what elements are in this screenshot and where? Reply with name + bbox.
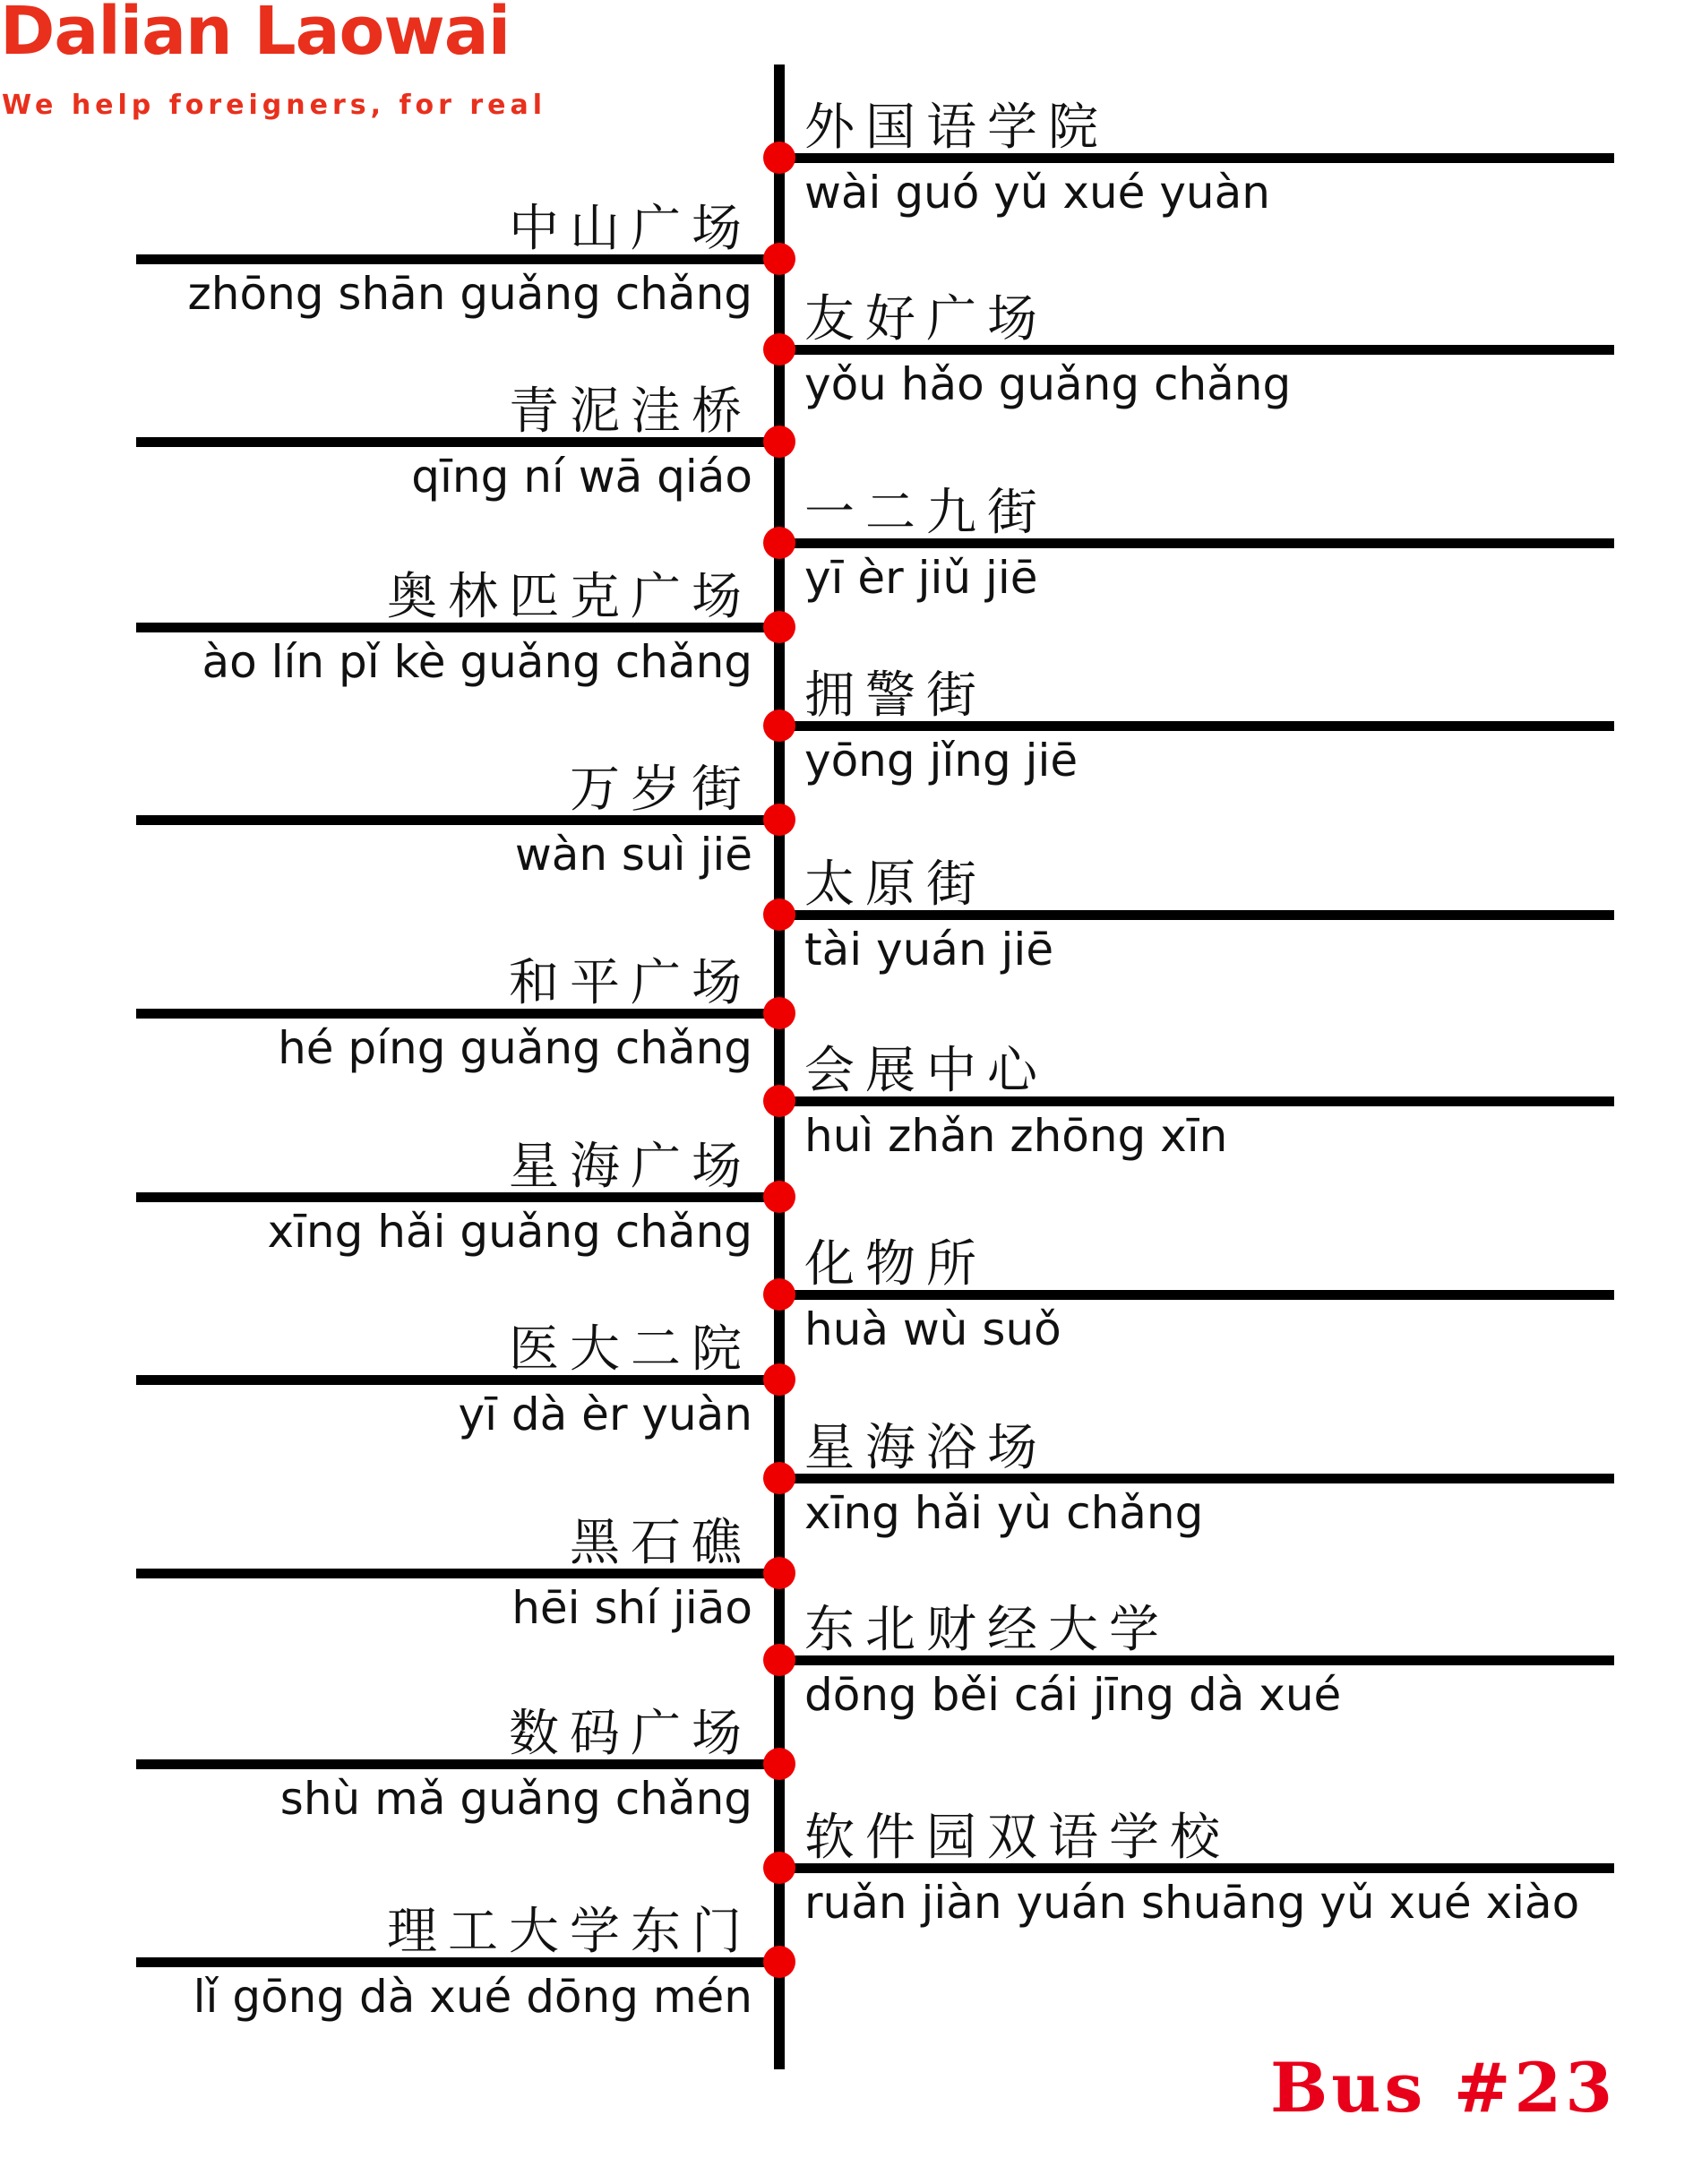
stop-name: 东北财经大学 xyxy=(804,1601,1170,1659)
stop-pinyin: yōng jǐng jiē xyxy=(804,735,1079,787)
stop-name: 拥警街 xyxy=(804,666,987,725)
stop-marker-dot xyxy=(763,804,795,836)
stop-name: 星海浴场 xyxy=(804,1419,1048,1477)
stop-pinyin: huì zhǎn zhōng xīn xyxy=(804,1110,1228,1162)
stop-name: 软件园双语学校 xyxy=(804,1809,1231,1867)
stop-pinyin: yī èr jiǔ jiē xyxy=(804,552,1038,604)
stop-marker-dot xyxy=(763,1557,795,1589)
stop-name: 外国语学院 xyxy=(804,99,1109,157)
stop-name: 化物所 xyxy=(804,1235,987,1294)
stop-pinyin: yǒu hǎo guǎng chǎng xyxy=(804,358,1292,410)
brand-title: Dalian Laowai xyxy=(0,0,511,70)
stop-marker-dot xyxy=(763,1181,795,1213)
stop-pinyin: hé píng guǎng chǎng xyxy=(278,1022,752,1074)
stop-pinyin: ruǎn jiàn yuán shuāng yǔ xué xiào xyxy=(804,1877,1580,1929)
stop-marker-dot xyxy=(763,709,795,742)
stop-name: 数码广场 xyxy=(509,1705,752,1763)
stop-pinyin: qīng ní wā qiáo xyxy=(411,451,752,503)
stop-name: 青泥洼桥 xyxy=(509,383,752,441)
stop-name: 黑石礁 xyxy=(570,1514,752,1572)
stop-pinyin: wàn suì jiē xyxy=(514,829,752,881)
stop-marker-dot xyxy=(763,243,795,275)
stop-pinyin: shù mǎ guǎng chǎng xyxy=(279,1773,752,1825)
stop-pinyin: xīng hǎi guǎng chǎng xyxy=(267,1206,752,1258)
stop-marker-dot xyxy=(763,426,795,458)
stop-name: 中山广场 xyxy=(509,200,752,258)
stop-pinyin: ào lín pǐ kè guǎng chǎng xyxy=(202,636,752,688)
stop-marker-dot xyxy=(763,997,795,1029)
stop-marker-dot xyxy=(763,1462,795,1494)
stop-pinyin: xīng hǎi yù chǎng xyxy=(804,1487,1204,1539)
stop-name: 医大二院 xyxy=(509,1320,752,1379)
stop-pinyin: zhōng shān guǎng chǎng xyxy=(187,268,752,320)
stop-marker-dot xyxy=(763,899,795,931)
stop-pinyin: dōng běi cái jīng dà xué xyxy=(804,1669,1342,1721)
stop-name: 友好广场 xyxy=(804,290,1048,348)
stop-name: 理工大学东门 xyxy=(387,1903,752,1961)
stop-marker-dot xyxy=(763,1085,795,1117)
stop-marker-dot xyxy=(763,1748,795,1780)
stop-pinyin: lǐ gōng dà xué dōng mén xyxy=(193,1971,752,2023)
stop-marker-dot xyxy=(763,527,795,559)
stop-name: 奥林匹克广场 xyxy=(387,568,752,626)
stop-marker-dot xyxy=(763,142,795,174)
stop-marker-dot xyxy=(763,1946,795,1978)
stop-marker-dot xyxy=(763,333,795,365)
stop-pinyin: tài yuán jiē xyxy=(804,924,1054,976)
stop-marker-dot xyxy=(763,1644,795,1676)
brand-tagline: We help foreigners, for real xyxy=(2,90,547,121)
stop-name: 会展中心 xyxy=(804,1042,1048,1100)
route-label: Bus #23 xyxy=(1270,2048,1617,2128)
stop-marker-dot xyxy=(763,1278,795,1311)
stop-marker-dot xyxy=(763,1363,795,1396)
stop-name: 太原街 xyxy=(804,856,987,914)
stop-name: 万岁街 xyxy=(570,761,752,819)
stop-name: 和平广场 xyxy=(509,954,752,1012)
stop-name: 星海广场 xyxy=(509,1138,752,1196)
stop-marker-dot xyxy=(763,611,795,643)
stop-pinyin: wài guó yǔ xué yuàn xyxy=(804,167,1270,219)
stop-pinyin: huà wù suǒ xyxy=(804,1303,1061,1355)
stop-marker-dot xyxy=(763,1852,795,1884)
stop-name: 一二九街 xyxy=(804,484,1048,542)
stop-pinyin: yī dà èr yuàn xyxy=(458,1389,752,1440)
stop-pinyin: hēi shí jiāo xyxy=(511,1582,752,1634)
